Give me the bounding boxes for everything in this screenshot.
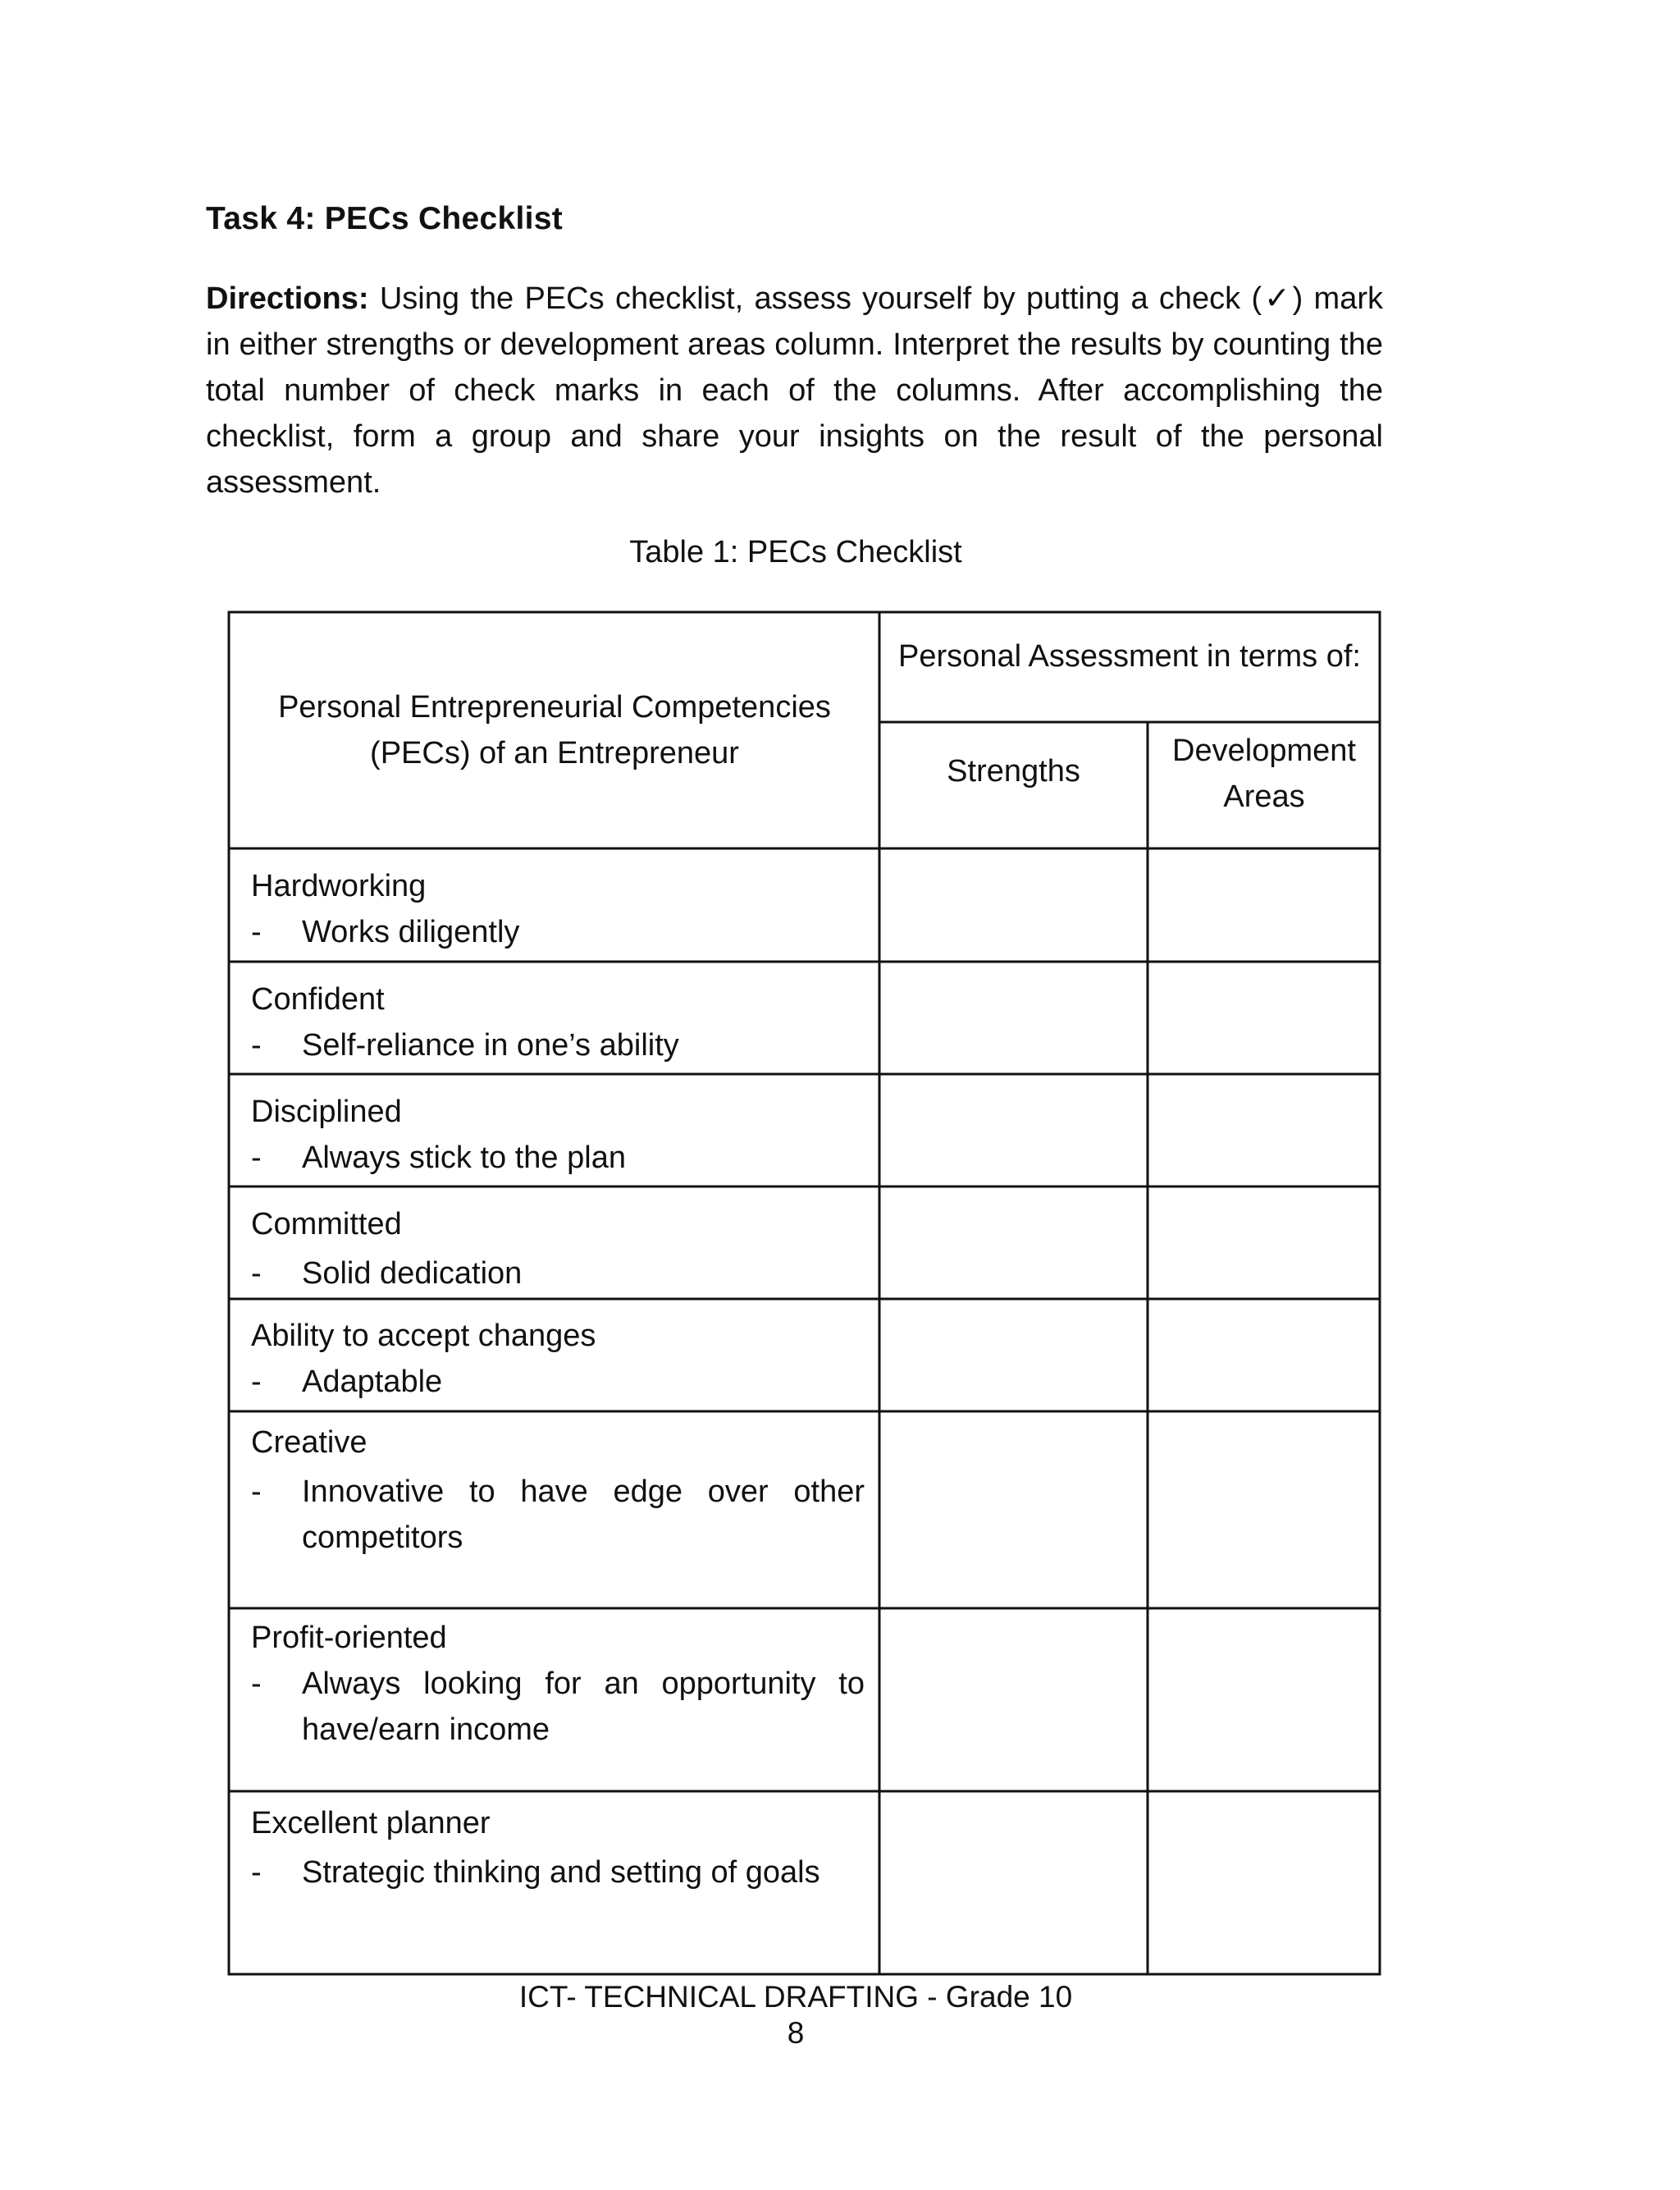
competency-name: Profit-oriented	[251, 1621, 447, 1655]
table-row: Committed - Solid dedication	[251, 1201, 865, 1296]
table-row: Excellent planner - Strategic thinking and setting of goals	[251, 1800, 865, 1895]
directions-label: Directions:	[206, 281, 369, 316]
header-assessment-text: Personal Assessment in terms of:	[898, 639, 1361, 674]
competency-description: Adaptable	[302, 1365, 443, 1399]
competency-name: Disciplined	[251, 1095, 402, 1129]
competency-name: Hardworking	[251, 869, 427, 903]
table-caption: Table 1: PECs Checklist	[629, 535, 962, 569]
header-assessment	[886, 610, 1373, 702]
competency-name: Committed	[251, 1207, 402, 1241]
page-number: 8	[787, 2016, 805, 2050]
header-competency-text: Personal Entrepreneurial Competencies (PECs) of an Entrepreneur	[278, 690, 831, 770]
directions-text: Using the PECs checklist, assess yourself by putting a check (✓) mark in either strengths or development areas column. Interpret the results by counting the total number of check marks in each of the columns. After accomplishing the checklist, form a group and share your insights on the result of the personal assessment.	[206, 281, 1383, 500]
table-row: Ability to accept changes - Adaptable	[251, 1313, 865, 1405]
competency-name: Confident	[251, 982, 385, 1017]
task-title: Task 4: PECs Checklist	[206, 201, 564, 236]
table-row: Confident - Self-reliance in one’s ability	[251, 976, 865, 1068]
competency-description: Works diligently	[302, 915, 520, 949]
competency-description: Self-reliance in one’s ability	[302, 1028, 679, 1063]
competency-name: Ability to accept changes	[251, 1319, 596, 1353]
competency-description: Always looking for an opportunity to have/earn income	[302, 1667, 865, 1747]
header-strengths: Strengths	[947, 754, 1080, 789]
table-row: Creative - Innovative to have edge over other competitors	[251, 1420, 865, 1561]
competency-name: Creative	[251, 1425, 368, 1460]
footer-course: ICT- TECHNICAL DRAFTING - Grade 10	[518, 1980, 1073, 2014]
table-row: Hardworking - Works diligently	[251, 863, 865, 955]
competency-description: Solid dedication	[302, 1256, 523, 1291]
table-row: Profit-oriented - Always looking for an opportunity to have/earn income	[251, 1615, 865, 1753]
competency-name: Excellent planner	[251, 1806, 491, 1840]
header-competency	[246, 612, 863, 848]
table-row: Disciplined - Always stick to the plan	[251, 1089, 865, 1181]
competency-description: Always stick to the plan	[302, 1141, 626, 1175]
competency-description: Innovative to have edge over other competitors	[302, 1474, 865, 1555]
header-development-areas: Development Areas	[1172, 734, 1356, 814]
competency-description: Strategic thinking and setting of goals	[302, 1855, 820, 1890]
